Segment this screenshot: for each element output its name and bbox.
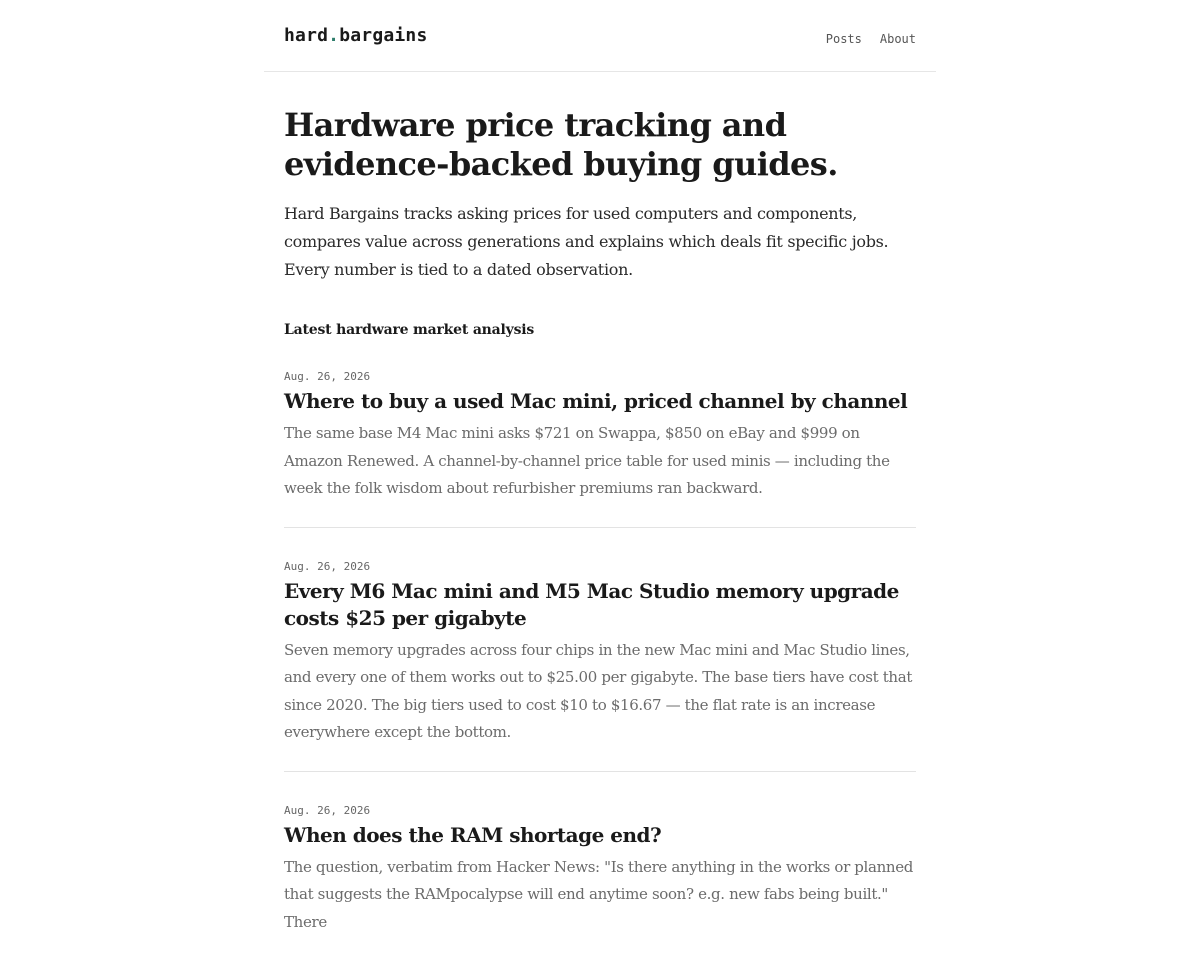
nav-posts-link[interactable]: Posts <box>826 32 862 46</box>
post-date: Aug. 26, 2026 <box>284 370 916 384</box>
post-excerpt: The question, verbatim from Hacker News: "Is there anything in the works or planned that suggests the RAMpocalypse will end anytime soon? e.g. new fabs being built." There <box>284 854 916 937</box>
site-logo[interactable] <box>284 25 428 46</box>
post-item <box>284 560 916 772</box>
logo-text-hard: hard <box>284 25 328 46</box>
post-date: Aug. 26, 2026 <box>284 804 916 818</box>
nav-about-link[interactable]: About <box>880 32 916 46</box>
post-excerpt: Seven memory upgrades across four chips in the new Mac mini and Mac Studio lines, and every one of them works out to $25.00 per gigabyte. The base tiers have cost that since 2020. The big tiers used to cost $10 to $16.67 — the flat rate is an increase everywhere except the bottom. <box>284 637 916 747</box>
post-excerpt: The same base M4 Mac mini asks $721 on Swappa, $850 on eBay and $999 on Amazon Renewed. A channel-by-channel price table for used minis — including the week the folk wisdom about refurbisher premiums ran backward. <box>284 420 916 503</box>
logo-text-bargains: bargains <box>339 25 427 46</box>
site-header <box>264 0 936 72</box>
logo-dot: . <box>328 25 339 46</box>
section-heading: Latest hardware market analysis <box>284 322 916 338</box>
page-title: Hardware price tracking and evidence-backed buying guides. <box>284 106 916 184</box>
main-nav <box>826 32 916 46</box>
main-content <box>264 106 936 960</box>
post-title-link[interactable]: Every M6 Mac mini and M5 Mac Studio memory upgrade costs $25 per gigabyte <box>284 578 916 632</box>
post-item <box>284 370 916 528</box>
post-date: Aug. 26, 2026 <box>284 560 916 574</box>
site-intro: Hard Bargains tracks asking prices for used computers and components, compares value across generations and explains which deals fit specific jobs. Every number is tied to a dated observation. <box>284 200 916 284</box>
post-title-link[interactable]: When does the RAM shortage end? <box>284 822 916 849</box>
page-container <box>264 0 936 960</box>
post-item <box>284 804 916 960</box>
post-title-link[interactable]: Where to buy a used Mac mini, priced channel by channel <box>284 388 916 415</box>
